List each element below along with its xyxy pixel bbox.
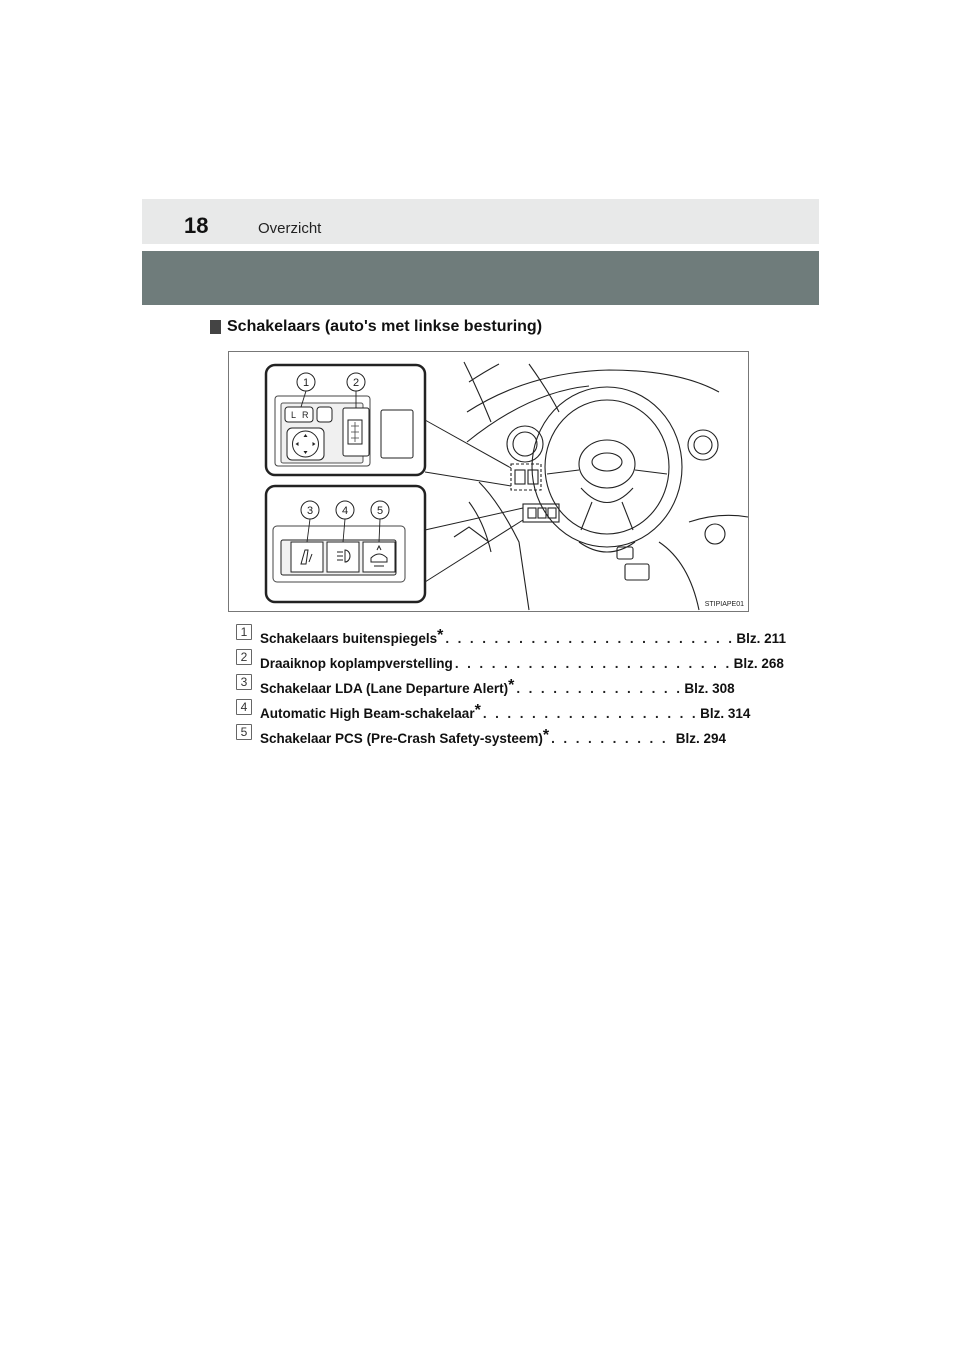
item-number: 2 — [236, 649, 252, 665]
list-item — [236, 624, 786, 649]
list-item — [236, 674, 735, 699]
page-reference: Blz. 294 — [675, 731, 726, 746]
leader-dots: . . . . . . . . . . . . . . . . . . . . . . . . — [445, 631, 735, 646]
mirror-select-right-label: R — [302, 410, 309, 420]
asterisk: * — [508, 676, 515, 694]
switch-reference-list — [236, 624, 786, 749]
leader-line-bottom-2 — [425, 520, 523, 582]
item-label — [260, 701, 481, 724]
leader-dots: . . . . . . . . . . . . . . — [516, 681, 683, 696]
callout-3: 3 — [306, 505, 314, 517]
asterisk: * — [542, 726, 550, 744]
page-header — [142, 199, 819, 244]
section-name: Overzicht — [258, 220, 322, 237]
item-label — [260, 676, 515, 699]
page-reference: Blz. 314 — [700, 706, 751, 721]
section-heading-text: Schakelaars (auto's met linkse besturing) — [227, 318, 543, 335]
item-number: 1 — [236, 624, 252, 640]
heading-square-icon — [210, 320, 221, 334]
list-item — [236, 724, 726, 749]
dashboard-lines — [454, 362, 748, 610]
leader-line-bottom — [425, 508, 523, 530]
page-reference: Blz. 308 — [684, 681, 735, 696]
leader-dots: . . . . . . . . . . — [551, 731, 668, 746]
item-number: 5 — [236, 724, 252, 740]
callout-1: 1 — [302, 377, 310, 389]
page-number: 18 — [184, 213, 209, 238]
item-label — [260, 656, 453, 674]
blank-switch-cover — [381, 410, 413, 458]
mirror-select-switch — [285, 407, 313, 422]
mirror-select-left-label: L — [291, 410, 297, 420]
asterisk: * — [474, 701, 481, 719]
callout-4: 4 — [341, 505, 349, 517]
asterisk: * — [437, 626, 444, 644]
item-label — [260, 626, 444, 649]
figure-code: STIPIAPE01 — [704, 601, 744, 608]
leader-line-top — [425, 420, 511, 468]
item-label-text: Automatic High Beam-schakelaar — [260, 706, 475, 721]
title-band — [142, 251, 819, 305]
leader-dots: . . . . . . . . . . . . . . . . . . . . . . . — [454, 656, 732, 671]
item-number: 4 — [236, 699, 252, 715]
callout-2: 2 — [352, 377, 360, 389]
item-label-text: Schakelaars buitenspiegels — [260, 631, 438, 646]
switch-illustration — [228, 351, 749, 612]
dashboard-drawing — [229, 352, 748, 611]
callout-5: 5 — [376, 505, 384, 517]
leader-dots: . . . . . . . . . . . . . . . . . . — [482, 706, 699, 721]
page-reference: Blz. 268 — [733, 656, 784, 671]
item-label — [260, 726, 550, 749]
item-label-text: Schakelaar PCS (Pre-Crash Safety-systeem) — [260, 731, 543, 746]
item-label-text: Schakelaar LDA (Lane Departure Alert) — [260, 681, 509, 696]
item-number: 3 — [236, 674, 252, 690]
leader-line-top-2 — [425, 472, 511, 486]
page-reference: Blz. 211 — [736, 631, 786, 646]
auto-high-beam-switch — [327, 542, 359, 572]
section-heading — [210, 317, 542, 337]
item-label-text: Draaiknop koplampverstelling — [260, 656, 453, 671]
mirror-fold-switch — [317, 407, 332, 422]
list-item — [236, 699, 751, 724]
list-item — [236, 649, 784, 674]
